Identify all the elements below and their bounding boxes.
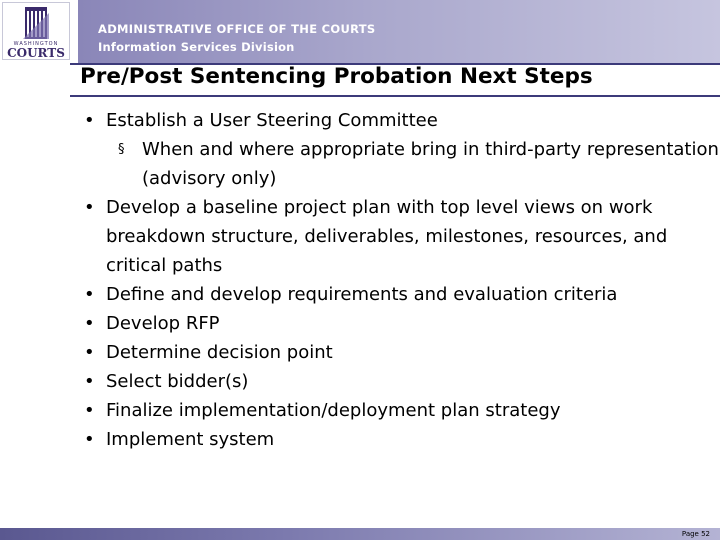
courthouse-icon — [3, 3, 69, 43]
logo-tagline: WASHINGTON — [13, 41, 59, 47]
section-bullet-icon: § — [118, 142, 125, 157]
bullet-text: Select bidder(s) — [106, 371, 249, 392]
bullet-item — [0, 309, 720, 338]
bullet-item — [0, 367, 720, 396]
washington-courts-logo — [2, 2, 70, 60]
bullet-icon: • — [84, 371, 95, 392]
bullet-text: Finalize implementation/deployment plan strategy — [106, 400, 561, 421]
bullet-item — [0, 280, 720, 309]
bullet-text: Implement system — [106, 429, 275, 450]
bullet-list — [0, 106, 720, 454]
bullet-icon: • — [84, 429, 95, 450]
bullet-item — [0, 106, 720, 135]
bullet-item — [0, 193, 720, 280]
slide-title: Pre/Post Sentencing Probation Next Steps — [80, 64, 593, 89]
bullet-icon: • — [84, 400, 95, 421]
bullet-text: Develop a baseline project plan with top level views on work breakdown structure, deliverables, milestones, resources, and critical paths — [106, 197, 668, 276]
bullet-icon: • — [84, 197, 95, 218]
org-name: ADMINISTRATIVE OFFICE OF THE COURTS — [98, 22, 376, 36]
bullet-text: Establish a User Steering Committee — [106, 110, 438, 131]
bullet-text: Define and develop requirements and evaluation criteria — [106, 284, 618, 305]
bullet-text: Develop RFP — [106, 313, 220, 334]
bullet-item — [0, 425, 720, 454]
logo-wordmark: COURTS — [7, 46, 65, 60]
bullet-text: Determine decision point — [106, 342, 333, 363]
page-number: Page 52 — [681, 530, 710, 538]
bullet-icon: • — [84, 342, 95, 363]
bullet-icon: • — [84, 284, 95, 305]
bullet-item — [0, 396, 720, 425]
bullet-icon: • — [84, 110, 95, 131]
sub-bullet-item — [0, 135, 720, 193]
footer-band — [0, 528, 720, 540]
bullet-icon: • — [84, 313, 95, 334]
division-name: Information Services Division — [98, 40, 295, 54]
bullet-text: When and where appropriate bring in third-party representation (advisory only) — [142, 139, 719, 189]
title-divider — [70, 95, 720, 97]
bullet-item — [0, 338, 720, 367]
slide-header — [0, 0, 720, 63]
